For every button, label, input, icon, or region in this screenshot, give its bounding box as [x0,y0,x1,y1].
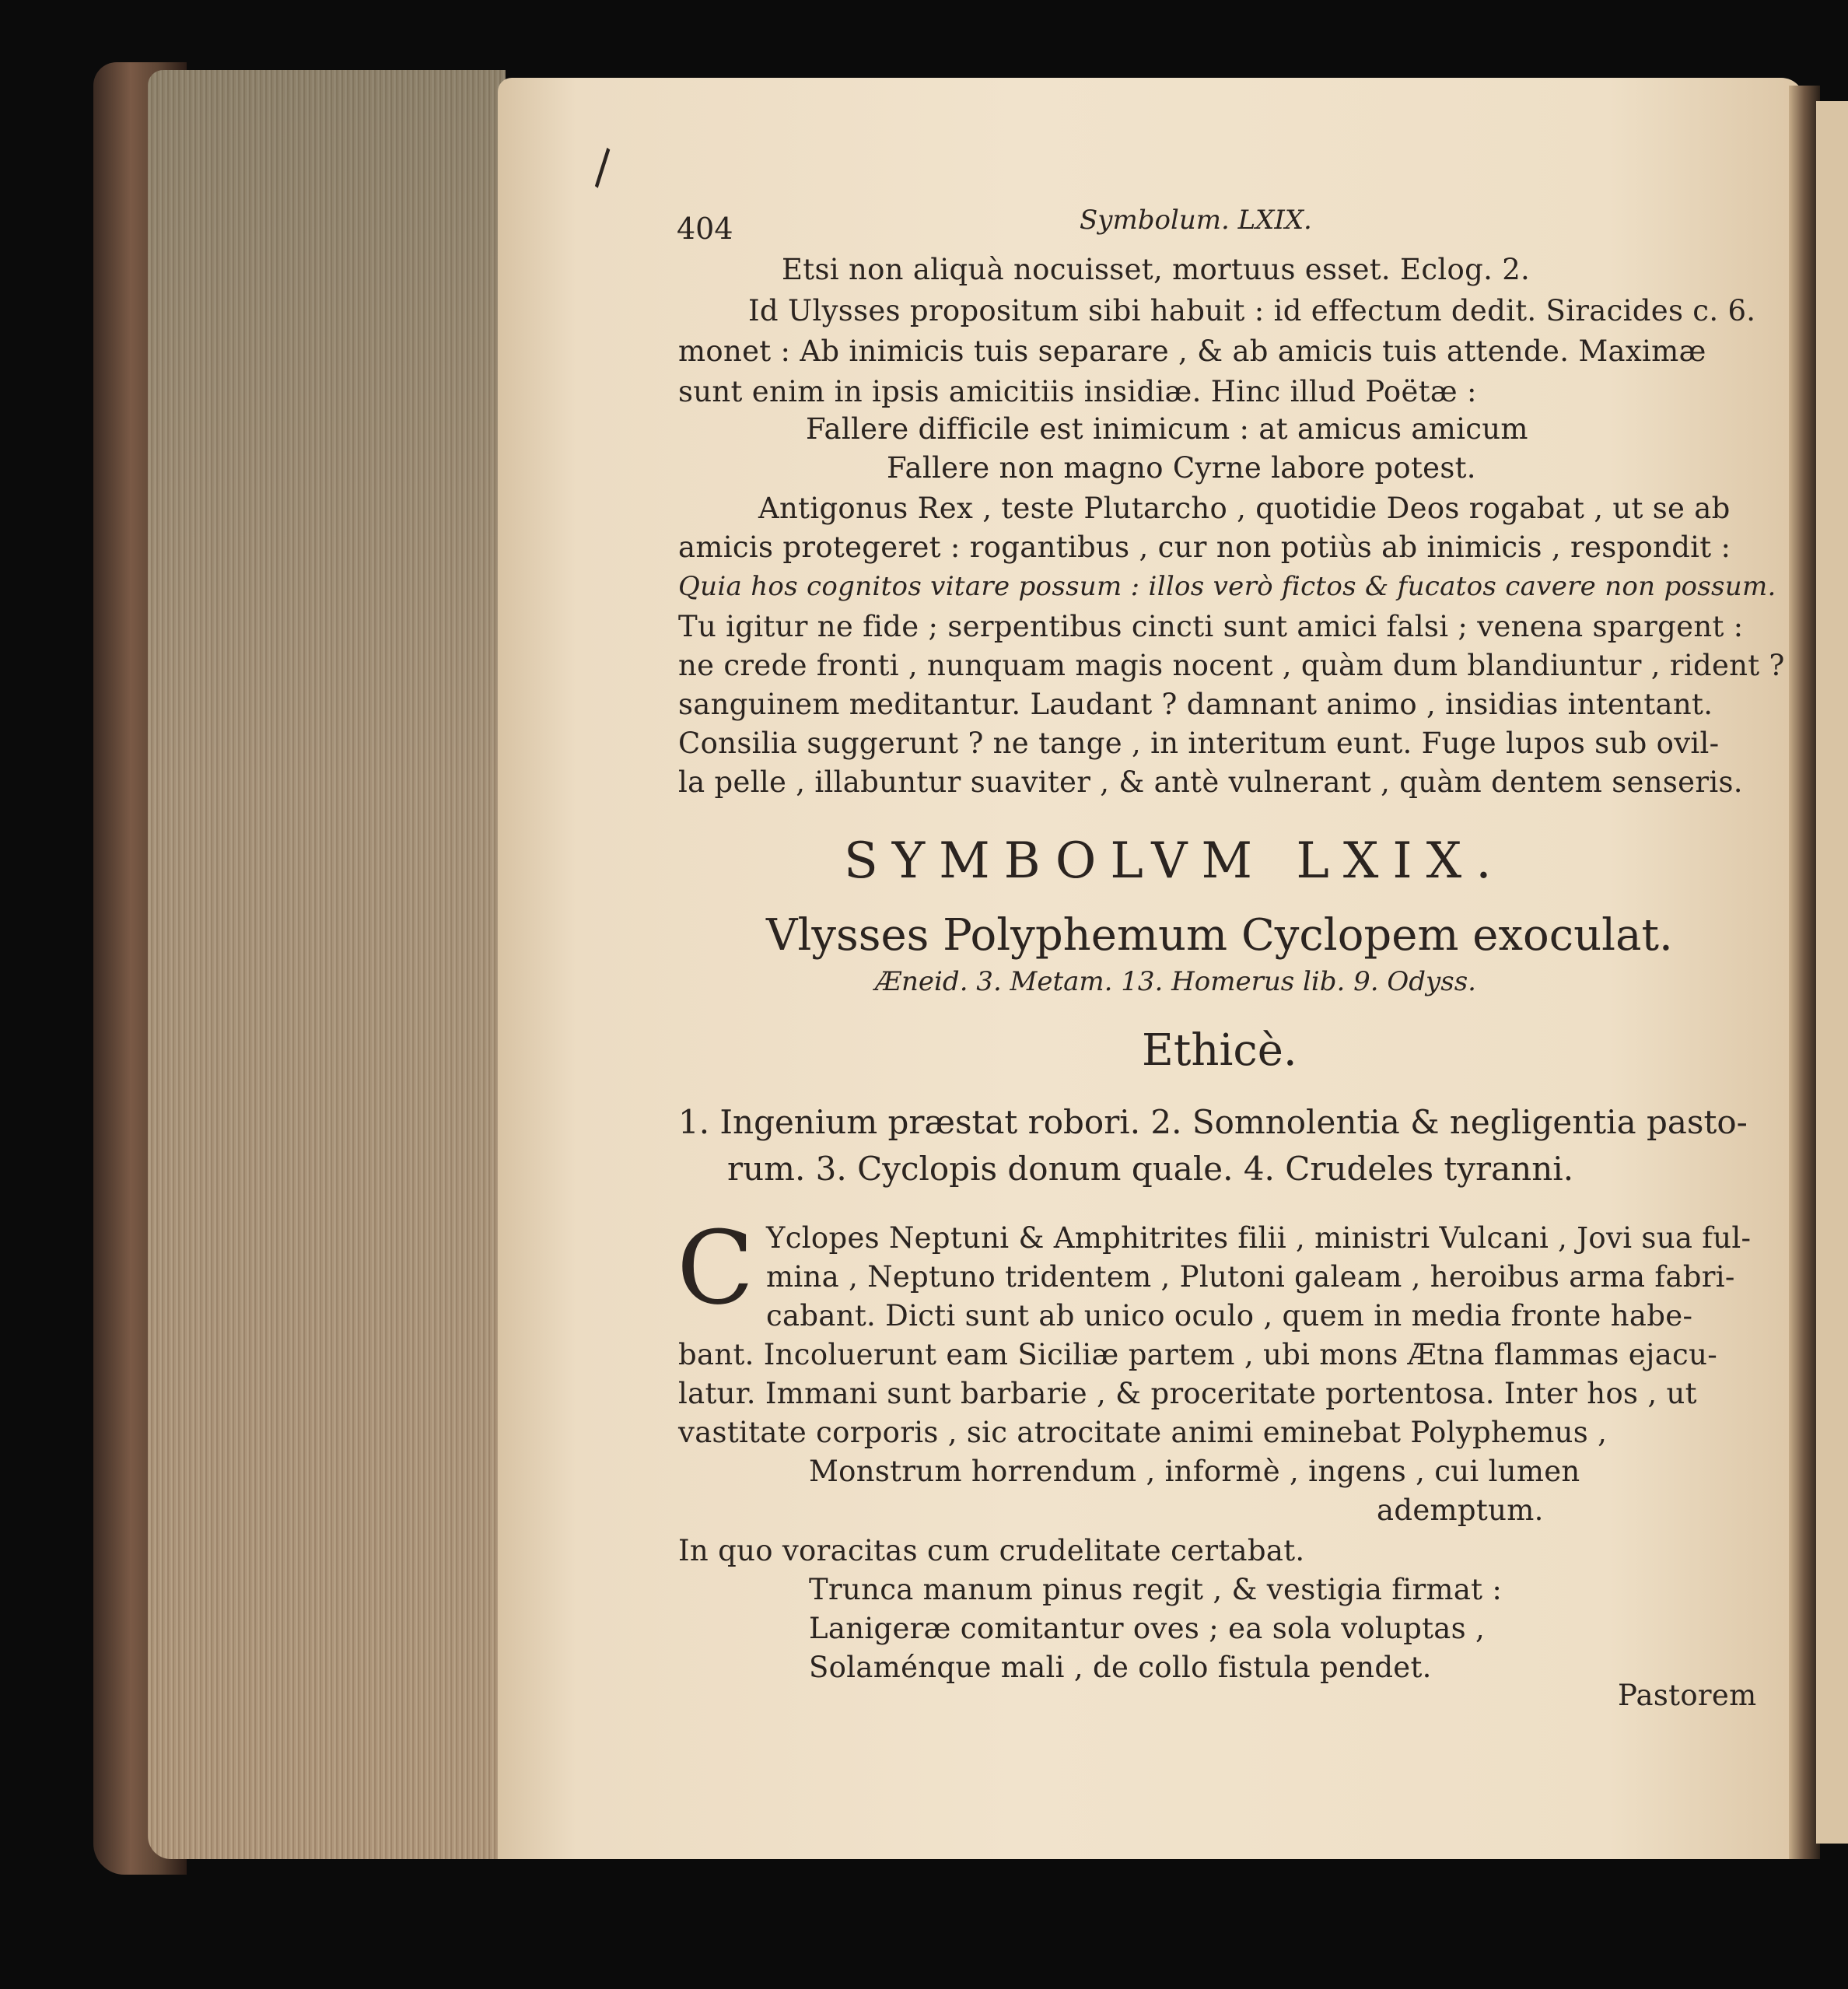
text-line: amicis protegeret : rogantibus , cur non potiùs ab inimicis , respondit : [678,531,1731,564]
text-line: sanguinem meditantur. Laudant ? damnant animo , insidias intentant. [678,688,1713,721]
drop-cap: C [677,1209,754,1327]
ink-mark: \ [580,140,625,194]
verse-line: Trunca manum pinus regit , & vestigia firmat : [809,1573,1503,1606]
text-line: Quia hos cognitos vitare possum : illos verò fictos & fucatos cavere non possum. [678,571,1776,602]
page-number: 404 [677,212,733,246]
gutter-shadow [1789,86,1820,1859]
symbol-heading: SYMBOLVM LXIX. [844,832,1506,890]
source-references: Æneid. 3. Metam. 13. Homerus lib. 9. Odyss. [875,966,1476,997]
verse-line: Fallere difficile est inimicum : at amicus amicum [806,412,1528,446]
section-heading: Ethicè. [1142,1025,1297,1076]
running-head: Symbolum. LXIX. [1080,205,1312,236]
text-line: la pelle , illabuntur suaviter , & antè vulnerant , quàm dentem senseris. [678,765,1743,799]
summary-line: rum. 3. Cyclopis donum quale. 4. Crudeles tyranni. [727,1150,1574,1188]
text-line: Yclopes Neptuni & Amphitrites filii , ministri Vulcani , Jovi sua ful- [766,1221,1752,1255]
text-line: Antigonus Rex , teste Plutarcho , quotidie Deos rogabat , ut se ab [758,492,1731,525]
text-line: latur. Immani sunt barbarie , & proceritate portentosa. Inter hos , ut [678,1377,1697,1410]
text-line: ne crede fronti , nunquam magis nocent , quàm dum blandiuntur , rident ? [678,649,1785,682]
verse-line: Lanigeræ comitantur oves ; ea sola voluptas , [809,1612,1486,1645]
text-line: Consilia suggerunt ? ne tange , in interitum eunt. Fuge lupos sub ovil- [678,727,1720,760]
summary-line: 1. Ingenium præstat robori. 2. Somnolentia & negligentia pasto- [678,1103,1748,1141]
verse-line: ademptum. [1377,1494,1544,1527]
verse-line: Monstrum horrendum , informè , ingens , cui lumen [809,1455,1580,1488]
text-line: Id Ulysses propositum sibi habuit : id effectum dedit. Siracides c. 6. [748,294,1756,327]
text-line: In quo voracitas cum crudelitate certabat. [678,1534,1305,1567]
text-line: sunt enim in ipsis amicitiis insidiæ. Hinc illud Poëtæ : [678,375,1477,408]
text-line: mina , Neptuno tridentem , Plutoni galeam , heroibus arma fabri- [766,1260,1735,1294]
text-line: monet : Ab inimicis tuis separare , & ab amicis tuis attende. Maximæ [678,334,1706,368]
text-line: cabant. Dicti sunt ab unico oculo , quem in media fronte habe- [766,1299,1693,1332]
verse-line: Fallere non magno Cyrne labore potest. [887,451,1476,485]
catchword: Pastorem [1618,1679,1757,1712]
text-line: Tu igitur ne fide ; serpentibus cincti sunt amici falsi ; venena spargent : [678,610,1744,643]
verse-line: Solaménque mali , de collo fistula pendet. [809,1651,1432,1684]
text-line: bant. Incoluerunt eam Siciliæ partem , ubi mons Ætna flammas ejacu- [678,1338,1718,1371]
text-line: vastitate corporis , sic atrocitate animi eminebat Polyphemus , [678,1416,1608,1449]
symbol-subheading: Vlysses Polyphemum Cyclopem exoculat. [766,910,1673,961]
facing-page-edge [1816,101,1848,1844]
page-edges-shading [148,70,506,1859]
text-line: Etsi non aliquà nocuisset, mortuus esset. Eclog. 2. [782,253,1531,286]
